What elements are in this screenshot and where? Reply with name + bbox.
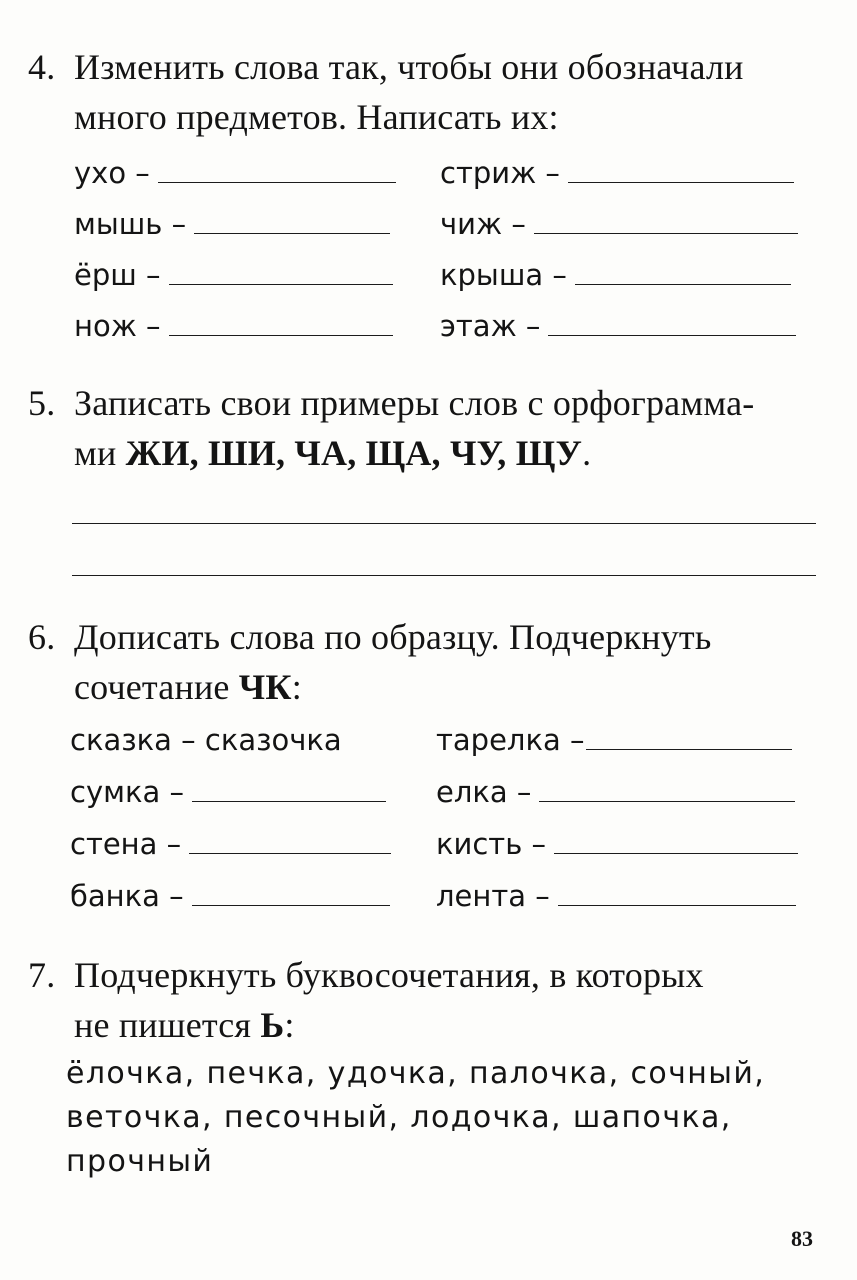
- task-7-line2-suffix: :: [284, 1005, 295, 1045]
- answer-blank[interactable]: [568, 182, 794, 183]
- task-4-number: 4.: [28, 47, 56, 87]
- answer-blank[interactable]: [558, 905, 796, 906]
- task-6-combination: ЧК: [238, 667, 292, 707]
- task-7-words-line: веточка, песочный, лодочка, шапочка,: [66, 1100, 732, 1135]
- task-6-number: 6.: [28, 617, 56, 657]
- answer-blank[interactable]: [192, 905, 390, 906]
- task-7-number: 7.: [28, 955, 56, 995]
- answer-blank[interactable]: [548, 335, 796, 336]
- task-6-line1: Дописать слова по образцу. Подчеркнуть: [74, 617, 712, 657]
- answer-blank[interactable]: [586, 749, 792, 750]
- task-6-heading: [28, 612, 828, 712]
- answer-blank[interactable]: [534, 233, 798, 234]
- task-4-left-word: нож –: [74, 309, 161, 343]
- answer-blank[interactable]: [169, 335, 393, 336]
- task-5-line1: Записать свои примеры слов с орфограмма-: [74, 383, 755, 423]
- task-7-soft-sign: Ь: [260, 1005, 285, 1045]
- task-5-orthograms: ЖИ, ШИ, ЧА, ЩА, ЧУ, ЩУ: [125, 433, 583, 473]
- task-4-heading: [28, 42, 828, 142]
- answer-blank[interactable]: [169, 284, 393, 285]
- task-5-heading: [28, 378, 828, 478]
- task-7-word-list: [66, 1052, 826, 1184]
- task-4-line1: Изменить слова так, чтобы они обозначали: [74, 47, 744, 87]
- task-7-heading: [28, 950, 828, 1050]
- task-7-line2-prefix: не пишется: [74, 1005, 252, 1045]
- answer-blank[interactable]: [194, 233, 390, 234]
- task-6-left-word: сумка –: [70, 775, 184, 809]
- task-5: [28, 378, 828, 478]
- task-7-line2: [28, 1000, 828, 1050]
- task-4: [28, 42, 828, 142]
- task-4-left-word: ухо –: [74, 156, 150, 190]
- task-6-right-word: тарелка –: [436, 723, 585, 757]
- answer-line-1[interactable]: [72, 523, 816, 524]
- answer-blank[interactable]: [192, 801, 386, 802]
- task-5-line2: [28, 428, 828, 478]
- task-4-left-word: мышь –: [74, 207, 187, 241]
- task-7-line1: Подчеркнуть буквосочетания, в которых: [74, 955, 704, 995]
- task-4-right-word: этаж –: [440, 309, 541, 343]
- task-6-line2: [28, 662, 828, 712]
- task-4-line2: много предметов. Написать их:: [74, 97, 559, 137]
- page-number: 83: [791, 1226, 813, 1251]
- answer-blank[interactable]: [539, 801, 795, 802]
- task-6-right-word: лента –: [436, 879, 550, 913]
- answer-line-2[interactable]: [72, 575, 816, 576]
- task-6-line2-suffix: :: [291, 667, 302, 707]
- task-5-line2-prefix: ми: [74, 433, 117, 473]
- task-6-right-word: кисть –: [436, 827, 547, 861]
- task-6-left-word: стена –: [70, 827, 182, 861]
- answer-blank[interactable]: [575, 284, 791, 285]
- task-7-words-line: ёлочка, печка, удочка, палочка, сочный,: [66, 1056, 766, 1091]
- answer-blank[interactable]: [158, 182, 396, 183]
- task-6-right-word: елка –: [436, 775, 532, 809]
- task-7-words-line: прочный: [66, 1144, 214, 1179]
- answer-blank[interactable]: [189, 853, 391, 854]
- task-5-line2-suffix: .: [582, 433, 592, 473]
- task-4-left-word: ёрш –: [74, 258, 161, 292]
- task-4-right-word: стриж –: [440, 156, 560, 190]
- task-5-number: 5.: [28, 383, 56, 423]
- task-4-right-word: чиж –: [440, 207, 526, 241]
- answer-blank[interactable]: [554, 853, 798, 854]
- task-6: [28, 612, 828, 712]
- task-6-line2-prefix: сочетание: [74, 667, 230, 707]
- task-7: [28, 950, 828, 1050]
- task-6-left-word: банка –: [70, 879, 184, 913]
- task-4-right-word: крыша –: [440, 258, 567, 292]
- task-6-example: сказка – сказочка: [70, 723, 342, 757]
